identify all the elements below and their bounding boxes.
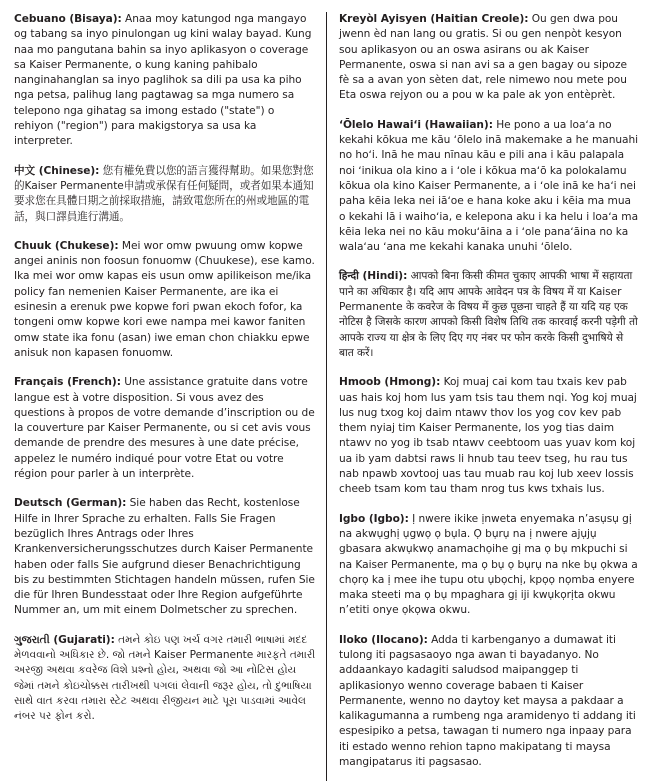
notice-german [14,496,316,618]
notice-text: आपको बिना किसी कीमत चुकाए आपकी भाषा में सहायता पाने का अधिकार है। यदि आप आपके आवेदन पत्र के विषय में या Kaiser Permanente के कवरेज के विषय में कुछ पूछना चाहते हैं या यदि यह एक नोटिस है जिसके कारण आपको किसी विशेष तिथि तक कारवाई करनी पड़ेगी तो आपके राज्य या क्षेत्र के लिए दिए गए नंबर पर फोन करके किसी दुभाषिये से बात करें। [339,270,638,359]
left-column [14,12,326,781]
notice-text: Ou gen dwa pou jwenn èd nan lang ou gratis. Si ou gen nenpòt kesyon sou aplikasyon ou an oswa asirans ou ak Kaiser Permanente, oswa si nan avi sa a gen bagay ou sipoze fè sa a avan yon sèten dat, rele nimewo nou mete pou Eta oswa rejyon ou a pou w ka pale ak yon entèprèt. [339,13,627,102]
notice-text: Anaa moy katungod nga mangayo og tabang sa inyo pinulongan ug kini walay bayad. Kung naa mo pangutana bahin sa inyo aplikasyon o coverage sa Kaiser Permanente, o kung kaning pahibalo nanginahanglan sa inyo paglihok sa dili pa usa ka piho nga petsa, palihug lang pagtawag sa mga numero sa telepono nga gihatag sa imong estado ("state") o rehiyon ("region") para makigstorya sa usa ka interpreter. [14,13,312,148]
notice-haitian-creole [339,12,639,104]
notice-gujarati [14,633,316,725]
notice-text: Koj muaj cai kom tau txais kev pab uas hais koj hom lus yam tsis tau them nqi. Yog koj muaj lus nug txog koj daim ntawv thov los yog cov kev pab them nyiaj tim Kaiser Permanente, los yog tias daim ntawv no yog ib tsab ntawv ceebtoom uas yuav kom koj ua ib yam dabtsi raws li hnub tau teev tseg, hu rau tus nab npawb xovtooj uas tau muab rau koj lub xeev lossis cheeb tsam kom tau tham nrog tus kws txhais lus. [339,376,637,496]
language-heading: हिन्दी (Hindi): [339,270,408,283]
language-heading: ʻŌlelo Hawaiʻi (Hawaiian): [339,118,493,131]
notice-text: Adda ti karbenganyo a dumawat iti tulong iti pagsasaoyo nga awan ti bayadanyo. No addaankayo kadagiti saludsod maipanggep ti aplikasionyo wenno coverage babaen ti Kaiser Permanente, wenno no daytoy ket maysa a pakdaar a kalikagumanna a rumbeng nga aramidenyo ti addang iti espesipiko a petsa, tawagan ti numero nga inpaay para iti estado wenno rehion tapno makipatang ti maysa mangipatarus iti pagsasao. [339,633,636,769]
notice-text: Sie haben das Recht, kostenlose Hilfe in Ihrer Sprache zu erhalten. Falls Sie Fragen bezüglich Ihres Antrags oder Ihres Krankenversicherungsschutzes durch Kaiser Permanente haben oder falls Sie aufgrund dieser Benachrichtigung bis zu bestimmten Stichtagen handeln müssen, rufen Sie die für Ihren Bundesstaat oder Ihre Region aufgeführte Nummer an, um mit einem Dolmetscher zu sprechen. [14,497,315,617]
language-heading: 中文 (Chinese): [14,164,100,177]
language-heading: Iloko (Ilocano): [339,633,428,646]
notice-ilocano [339,633,639,771]
language-heading: Hmoob (Hmong): [339,376,441,389]
notice-chuukese [14,239,316,361]
notice-text: Ị nwere ikike ịnweta enyemaka n’asụsụ gị na akwụghị ụgwọ ọ bụla. Ọ bụrụ na ị nwere ajụjụ gbasara akwụkwọ anamachọihe gị ma ọ bụ mkpuchi si na Kaiser Permanente, ma ọ bụ ọ bụrụ na nke bụ ọkwa a chọrọ ka ị mee ihe tupu otu ụbọchị, kpọọ nọmba enyere maka steeti ma ọ bụ mpaghara gị iji kwụkọrịta okwu n’etiti onye ọkọwa okwu. [339,512,638,617]
notice-text: Une assistance gratuite dans votre langue est à votre disposition. Si vous avez des questions à propos de votre demande d’inscription ou de la couverture par Kaiser Permanente, ou si cet avis vous demande de prendre des mesures à une date précise, appelez le numéro indiqué pour votre Etat ou votre région pour parler à un interprète. [14,376,315,481]
language-heading: Français (French): [14,376,121,389]
notice-text: 您有權免費以您的語言獲得幫助。如果您對您的Kaiser Permanente申請或承保有任何疑問，或者如果本通知要求您在具體日期之前採取措施，請致電您所在的州或地區的電話，與口譯員進行溝通。 [14,164,314,223]
notice-hawaiian [339,118,639,256]
language-heading: Igbo (Igbo): [339,512,409,525]
notice-igbo [339,512,639,619]
notice-text: Mei wor omw pwuung omw kopwe angei aninis non foosun fonuomw (Chuukese), ese kamo. Ika mei wor omw kapas eis usun omw apilikeison me/ika policy fan nemenien Kaiser Permanente, are ika ei esinesin a erenuk pwe kopwe fori pwan ekoch fofor, ka tongeni omw kopwe kori ewe nampa mei kawor faniten omw state ika fonu (asan) iwe eman chon chiakku epwe anisuk non kapasen fonuomw. [14,239,315,359]
notice-hmong [339,375,639,497]
notice-hindi [339,269,639,361]
language-heading: Deutsch (German): [14,497,127,510]
notice-text: તમને કોઇ પણ ખર્ચ વગર તમારી ભાષામાં મદદ મેળવવાનો અધિકાર છે. જો તમને Kaiser Permanente મારફતે તમારી અરજી અથવા કવરેજ વિશે પ્રશ્નો હોય, અથવા જો આ નોટિસ હોય જેમાં તમને કોઇચોક્કસ તારીખથી પગલાં લેવાની જરૂર હોય, તો દુભાષિયા સાથે વાત કરવા તમારા સ્ટેટ અથવા રીજીયન માટે પૂરા પાડવામાં આવેલ નંબર પર ફોન કરો. [14,633,316,723]
notice-chinese [14,164,316,225]
language-heading: Chuuk (Chukese): [14,239,119,252]
notice-text: He pono a ua loaʻa no kekahi kōkua me kāu ʻōlelo inā makemake a he manuahi no hoʻi. Inā he mau nīnau kāu e pili ana i kāu palapala noi ʻinikua ola kino a i ʻole i kōkua maʻō ka polokalamu kōkua ola kino Kaiser Permanente, a i ʻole inā ke haʻi nei paha kēia leka nei iāʻoe e hana koke aku i kēia ma mua o kekahi lā i waihoʻia, e kelepona aku i ka helu i loaʻa ma kēia leka nei no kāu mokuʻāina a i ʻole panaʻāina no ka walaʻau ʻana me kekahi kanaka unuhi ʻōlelo. [339,118,639,254]
notice-cebuano [14,12,316,150]
language-heading: Kreyòl Ayisyen (Haitian Creole): [339,13,529,25]
notice-french [14,375,316,482]
language-heading: Cebuano (Bisaya): [14,13,122,25]
language-heading: ગુજરાતી (Gujarati): [14,633,115,646]
right-column [326,12,639,781]
